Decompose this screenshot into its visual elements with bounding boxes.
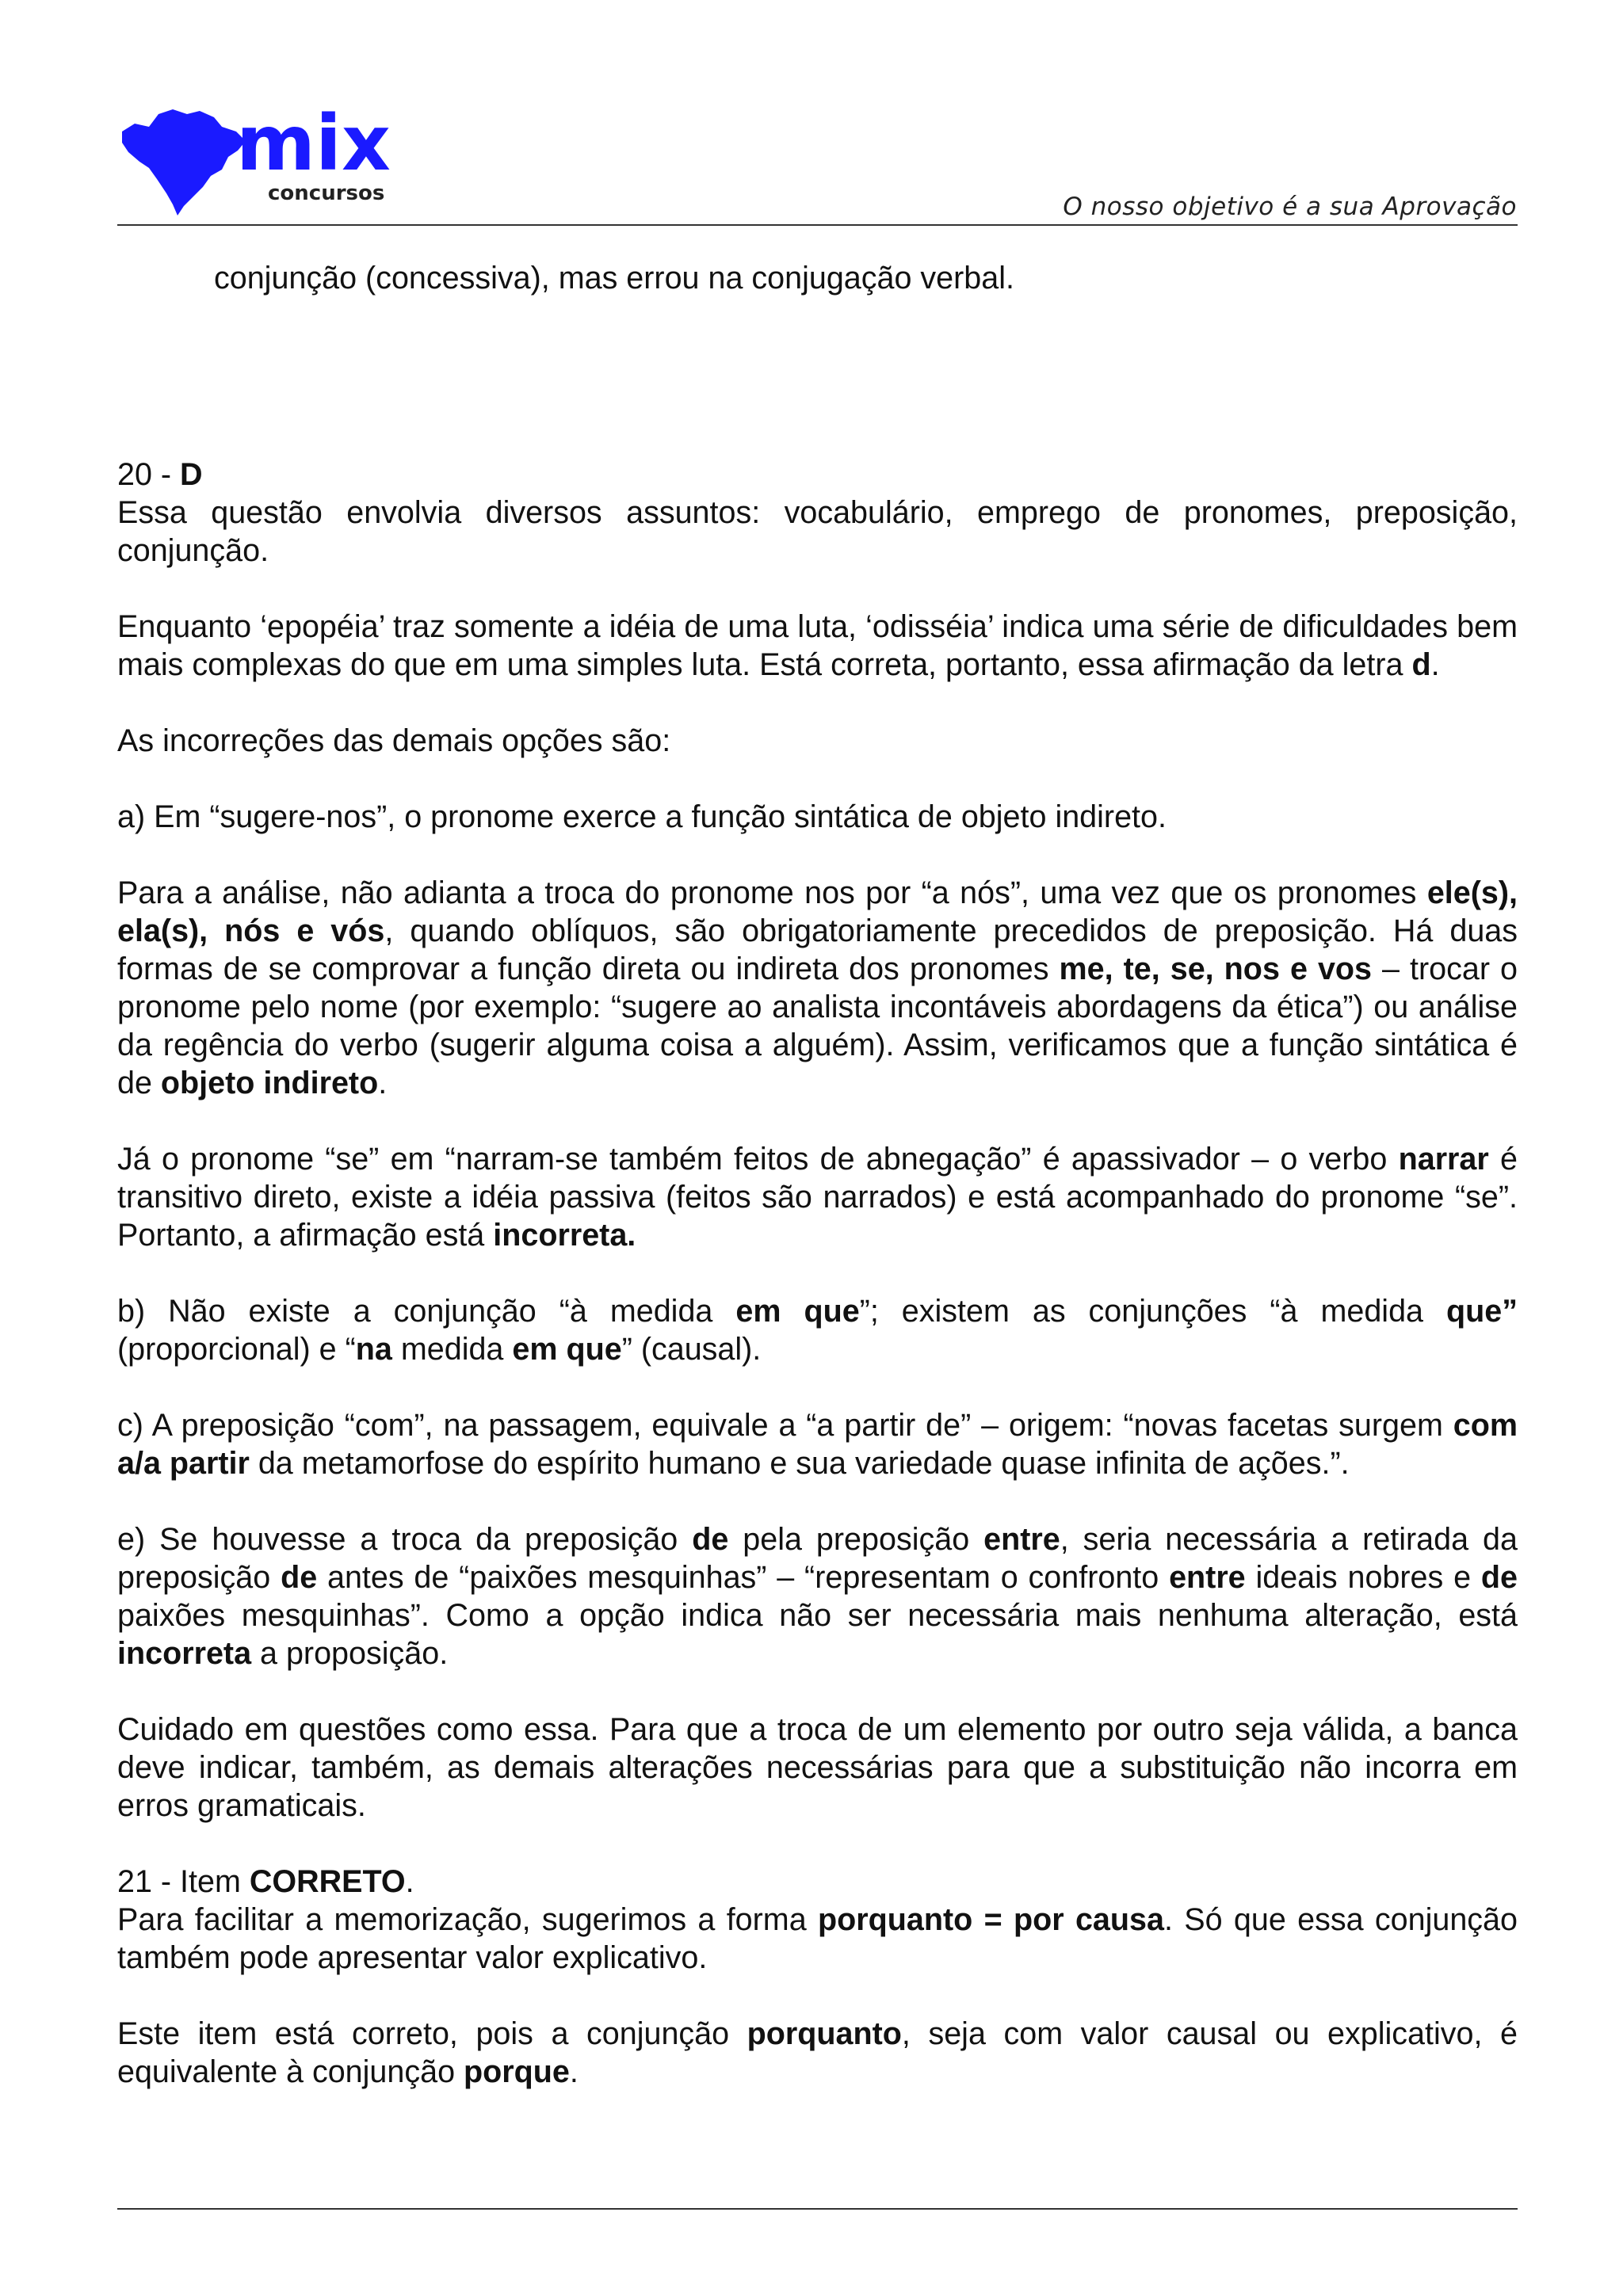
- text-run: b) Não existe a conjunção “à medida: [117, 1294, 736, 1329]
- bold-text: de: [692, 1522, 729, 1557]
- text-run: .: [378, 1066, 388, 1100]
- paragraph: [117, 494, 1518, 570]
- bold-text: de: [1480, 1560, 1518, 1595]
- brazil-map-icon: [117, 100, 418, 219]
- header-tagline: O nosso objetivo é a sua Aprovação: [1063, 193, 1517, 221]
- paragraph: [117, 1406, 1518, 1482]
- text-run: c) A preposição “com”, na passagem, equivale a “a partir de” – origem: “novas facetas surgem: [117, 1408, 1453, 1443]
- bold-text: que”: [1446, 1294, 1518, 1329]
- text-run: .: [1430, 647, 1440, 682]
- text-run: conjunção (concessiva), mas errou na conjugação verbal.: [214, 261, 1014, 296]
- paragraph: [117, 1901, 1518, 1977]
- bold-text: incorreta.: [493, 1218, 636, 1253]
- text-run: Já o pronome “se” em “narram-se também feitos de abnegação” é apassivador – o verbo: [117, 1142, 1399, 1177]
- text-run: .: [405, 1864, 414, 1899]
- text-run: . Só que essa conjunção também pode apresentar valor explicativo.: [117, 1902, 1518, 1975]
- paragraph: [117, 1292, 1518, 1368]
- document-body: [117, 259, 1518, 2091]
- mix-concursos-logo: [117, 100, 418, 219]
- bold-text: D: [180, 457, 203, 492]
- text-run: da metamorfose do espírito humano e sua variedade quase infinita de ações.”.: [249, 1446, 1350, 1481]
- text-run: a proposição.: [251, 1636, 449, 1671]
- logo-subtitle: concursos: [268, 181, 385, 205]
- text-run: .: [569, 2054, 579, 2089]
- header-divider: [117, 224, 1518, 226]
- paragraph: [117, 1520, 1518, 1672]
- bold-text: incorreta: [117, 1636, 252, 1671]
- bold-text: porquanto: [747, 2016, 902, 2051]
- text-run: Este item está correto, pois a conjunção: [117, 2016, 747, 2051]
- text-run: , seria necessária a retirada da preposição: [117, 1522, 1518, 1595]
- paragraph: [117, 1140, 1518, 1254]
- bold-text: CORRETO: [249, 1864, 406, 1899]
- bold-text: ele(s), ela(s), nós e vós: [117, 875, 1518, 948]
- text-run: , quando oblíquos, são obrigatoriamente precedidos de preposição. Há duas formas de se comprovar a função direta ou indireta dos pronomes: [117, 913, 1518, 986]
- paragraph: [117, 456, 1518, 494]
- paragraph: [117, 259, 1518, 297]
- text-run: 20 -: [117, 457, 181, 492]
- bold-text: entre: [983, 1522, 1060, 1557]
- bold-text: me, te, se, nos e vos: [1059, 952, 1373, 986]
- text-run: é transitivo direto, existe a idéia passiva (feitos são narrados) e está acompanhado do pronome “se”. Portanto, a afirmação está: [117, 1142, 1518, 1253]
- bold-text: em que: [735, 1294, 860, 1329]
- bold-text: narrar: [1398, 1142, 1489, 1177]
- text-run: Essa questão envolvia diversos assuntos: vocabulário, emprego de pronomes, preposição, conjunção.: [117, 495, 1518, 568]
- text-run: ”; existem as conjunções “à medida: [859, 1294, 1447, 1329]
- paragraph: [117, 798, 1518, 836]
- paragraph: [117, 2015, 1518, 2091]
- footer-divider: [117, 2208, 1518, 2210]
- text-run: Para a análise, não adianta a troca do pronome nos por “a nós”, uma vez que os pronomes: [117, 875, 1427, 910]
- paragraph: [117, 722, 1518, 760]
- bold-text: porque: [464, 2054, 570, 2089]
- bold-text: entre: [1169, 1560, 1246, 1595]
- text-run: antes de “paixões mesquinhas” – “representam o confronto: [317, 1560, 1170, 1595]
- paragraph: [117, 1863, 1518, 1901]
- bold-text: em que: [512, 1332, 622, 1367]
- text-run: (proporcional) e “: [117, 1332, 356, 1367]
- text-run: Para facilitar a memorização, sugerimos a forma: [117, 1902, 819, 1937]
- bold-text: com a/a partir: [117, 1408, 1518, 1481]
- bold-text: objeto indireto: [160, 1066, 379, 1100]
- paragraph: [117, 608, 1518, 684]
- text-run: e) Se houvesse a troca da preposição: [117, 1522, 693, 1557]
- text-run: As incorreções das demais opções são:: [117, 723, 671, 758]
- bold-text: de: [281, 1560, 318, 1595]
- text-run: pela preposição: [728, 1522, 984, 1557]
- text-run: , seja com valor causal ou explicativo, é equivalente à conjunção: [117, 2016, 1518, 2089]
- text-run: Cuidado em questões como essa. Para que a troca de um elemento por outro seja válida, a banca deve indicar, também, as demais alterações necessárias para que a substituição não incorra em erros gramaticais.: [117, 1712, 1518, 1823]
- text-run: 21 - Item: [117, 1864, 250, 1899]
- paragraph: [117, 874, 1518, 1102]
- bold-text: porquanto = por causa: [818, 1902, 1164, 1937]
- bold-text: d: [1411, 647, 1431, 682]
- paragraph: [117, 1711, 1518, 1825]
- text-run: a) Em “sugere-nos”, o pronome exerce a função sintática de objeto indireto.: [117, 799, 1167, 834]
- text-run: medida: [391, 1332, 513, 1367]
- logo-word: mix: [236, 100, 391, 188]
- text-run: paixões mesquinhas”. Como a opção indica não ser necessária mais nenhuma alteração, está: [117, 1598, 1518, 1633]
- text-run: ” (causal).: [621, 1332, 762, 1367]
- bold-text: na: [355, 1332, 392, 1367]
- text-run: ideais nobres e: [1245, 1560, 1481, 1595]
- text-run: – trocar o pronome pelo nome (por exemplo: “sugere ao analista incontáveis abordagens da ética”) ou análise da regência do verbo (sugerir alguma coisa a alguém). Assim, verificamos que a função sintática é de: [117, 952, 1518, 1100]
- text-run: Enquanto ‘epopéia’ traz somente a idéia de uma luta, ‘odisséia’ indica uma série de dificuldades bem mais complexas do que em uma simples luta. Está correta, portanto, essa afirmação da letra: [117, 609, 1518, 682]
